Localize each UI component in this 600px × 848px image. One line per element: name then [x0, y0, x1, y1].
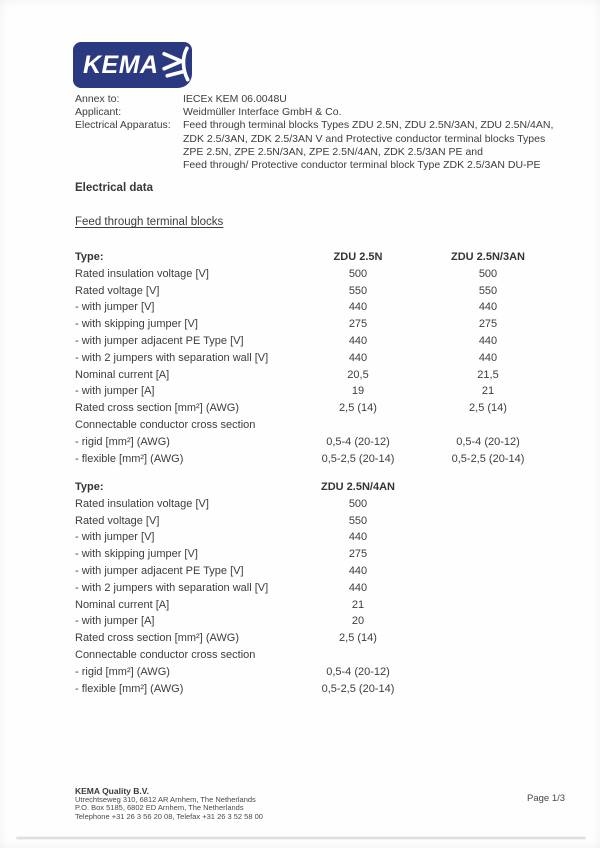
applicant-value: Weidmüller Interface GmbH & Co.	[183, 106, 342, 119]
section-title: Electrical data	[75, 182, 153, 194]
table-row: Rated cross section [mm²] (AWG) 2,5 (14) 2,5 (14)	[75, 402, 507, 415]
table-row: Nominal current [A] 21	[75, 598, 365, 611]
applicant-label: Applicant:	[75, 106, 122, 119]
type-label: Type:	[75, 481, 104, 493]
table-row: - with jumper [V] 440	[75, 531, 368, 544]
table-row: - with jumper adjacent PE Type [V] 440	[75, 564, 368, 577]
table-row: - with skipping jumper [V] 275	[75, 548, 368, 561]
footer-address-line: P.O. Box 5185, 6802 ED Arnhem, The Netherlands	[75, 803, 244, 813]
table-feed-through-2	[75, 479, 555, 697]
table-header-row	[75, 479, 555, 496]
header-row-apparatus	[75, 119, 555, 172]
table-header-row	[75, 249, 555, 266]
apparatus-line: ZDK 2.5/3AN, ZDK 2.5/3AN V and Protective conductor terminal blocks Types	[183, 132, 546, 145]
kema-logo-text: KEMA	[83, 50, 159, 79]
apparatus-line: ZPE 2.5N, ZPE 2.5N/3AN, ZPE 2.5N/4AN, ZDK 2.5/3AN PE and	[183, 145, 483, 158]
table-row: - with 2 jumpers with separation wall [V] 440 440	[75, 351, 498, 364]
table-row: - rigid [mm²] (AWG) 0,5-4 (20-12)	[75, 665, 390, 678]
column-header: ZDU 2.5N/3AN	[451, 251, 525, 263]
page-number: Page 1/3	[527, 793, 566, 804]
table-row: - flexible [mm²] (AWG) 0,5-2,5 (20-14)	[75, 682, 395, 695]
scan-edge-artifact	[16, 837, 586, 839]
table-row: - with jumper adjacent PE Type [V] 440 440	[75, 334, 498, 347]
column-header: ZDU 2.5N	[333, 251, 383, 263]
footer-address-line: Telephone +31 26 3 56 20 08, Telefax +31 26 3 52 58 00	[75, 811, 263, 821]
table-row: - with jumper [A] 19 21	[75, 385, 495, 398]
table-row: - flexible [mm²] (AWG) 0,5-2,5 (20-14) 0,5-2,5 (20-14)	[75, 452, 525, 465]
document-header	[75, 93, 555, 172]
apparatus-label: Electrical Apparatus:	[75, 119, 171, 132]
kema-logo	[73, 42, 192, 88]
table-feed-through-1	[75, 249, 555, 467]
header-row-annex	[75, 93, 555, 106]
annex-label: Annex to:	[75, 93, 120, 105]
table-row: Rated insulation voltage [V] 500	[75, 497, 368, 510]
table-row: - with jumper [V] 440 440	[75, 301, 498, 314]
apparatus-line: Feed through/ Protective conductor terminal block Type ZDK 2.5/3AN DU-PE	[183, 159, 541, 172]
footer-company-name: KEMA Quality B.V.	[75, 786, 149, 796]
table-row: Nominal current [A] 20,5 21,5	[75, 368, 499, 381]
annex-value: IECEx KEM 06.0048U	[183, 93, 287, 105]
apparatus-line: Feed through terminal blocks Types ZDU 2.5N, ZDU 2.5N/3AN, ZDU 2.5N/4AN,	[183, 119, 554, 132]
table-row: Connectable conductor cross section	[75, 648, 256, 661]
table-row: - rigid [mm²] (AWG) 0,5-4 (20-12) 0,5-4 (20-12)	[75, 435, 520, 448]
table-row: Rated cross section [mm²] (AWG) 2,5 (14)	[75, 632, 377, 645]
kema-logo-mark-icon	[161, 45, 192, 83]
subsection-title: Feed through terminal blocks	[75, 216, 224, 228]
table-row: - with skipping jumper [V] 275 275	[75, 318, 498, 331]
type-label: Type:	[75, 251, 104, 263]
table-row: Rated voltage [V] 550	[75, 514, 368, 527]
table-row: Rated insulation voltage [V] 500 500	[75, 267, 498, 280]
footer-address-line: Utrechtseweg 310, 6812 AR Arnhem, The Netherlands	[75, 795, 256, 805]
apparatus-value	[183, 119, 555, 172]
header-row-applicant	[75, 106, 555, 119]
table-row: Connectable conductor cross section	[75, 418, 256, 431]
table-row: - with 2 jumpers with separation wall [V] 440	[75, 581, 368, 594]
footer-address-block	[75, 787, 263, 821]
column-header: ZDU 2.5N/4AN	[321, 481, 395, 493]
table-row: - with jumper [A] 20	[75, 615, 365, 628]
table-row: Rated voltage [V] 550 550	[75, 284, 498, 297]
